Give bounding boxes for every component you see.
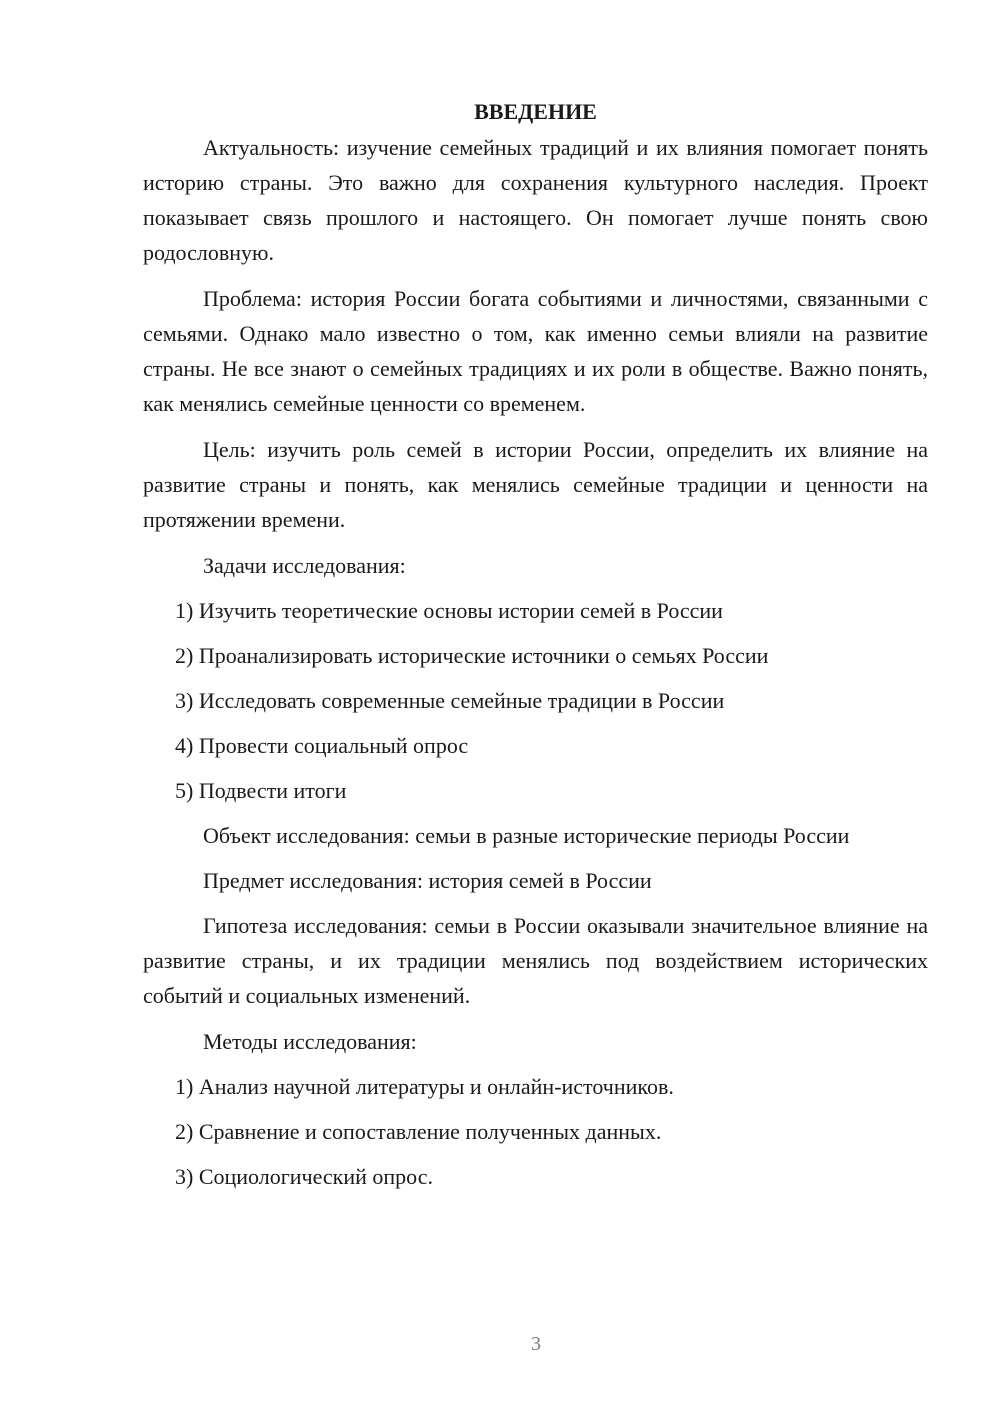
- method-item: 3) Социологический опрос.: [175, 1164, 433, 1189]
- subject-paragraph: Предмет исследования: история семей в России: [203, 868, 652, 893]
- methods-list: [143, 1069, 928, 1194]
- page-content: [143, 93, 928, 1204]
- hypothesis-paragraph: Гипотеза исследования: семьи в России оказывали значительное влияние на развитие страны, и их традиции менялись под воздействием исторических событий и социальных изменений.: [143, 913, 928, 1008]
- task-item: 4) Провести социальный опрос: [175, 733, 469, 758]
- methods-title: Методы исследования:: [203, 1029, 417, 1054]
- object-paragraph: Объект исследования: семьи в разные исторические периоды России: [203, 823, 850, 848]
- tasks-title: Задачи исследования:: [203, 553, 406, 578]
- relevance-paragraph: Актуальность: изучение семейных традиций и их влияния помогает понять историю страны. Это важно для сохранения культурного наследия. Проект показывает связь прошлого и настоящего. Он помогает лучше понять свою родословную.: [143, 135, 928, 265]
- goal-paragraph: Цель: изучить роль семей в истории России, определить их влияние на развитие страны и понять, как менялись семейные традиции и ценности на протяжении времени.: [143, 437, 928, 532]
- task-item: 3) Исследовать современные семейные традиции в России: [175, 688, 725, 713]
- method-item: 2) Сравнение и сопоставление полученных данных.: [175, 1119, 662, 1144]
- task-item: 1) Изучить теоретические основы истории семей в России: [175, 598, 723, 623]
- method-item: 1) Анализ научной литературы и онлайн-источников.: [175, 1074, 674, 1099]
- problem-paragraph: Проблема: история России богата событиями и личностями, связанными с семьями. Однако мало известно о том, как именно семьи влияли на развитие страны. Не все знают о семейных традициях и их роли в обществе. Важно понять, как менялись семейные ценности со временем.: [143, 286, 928, 416]
- section-heading: ВВЕДЕНИЕ: [474, 99, 597, 124]
- task-item: 5) Подвести итоги: [175, 778, 347, 803]
- tasks-list: [143, 593, 928, 808]
- task-item: 2) Проанализировать исторические источники о семьях России: [175, 643, 769, 668]
- page-number: 3: [531, 1333, 541, 1355]
